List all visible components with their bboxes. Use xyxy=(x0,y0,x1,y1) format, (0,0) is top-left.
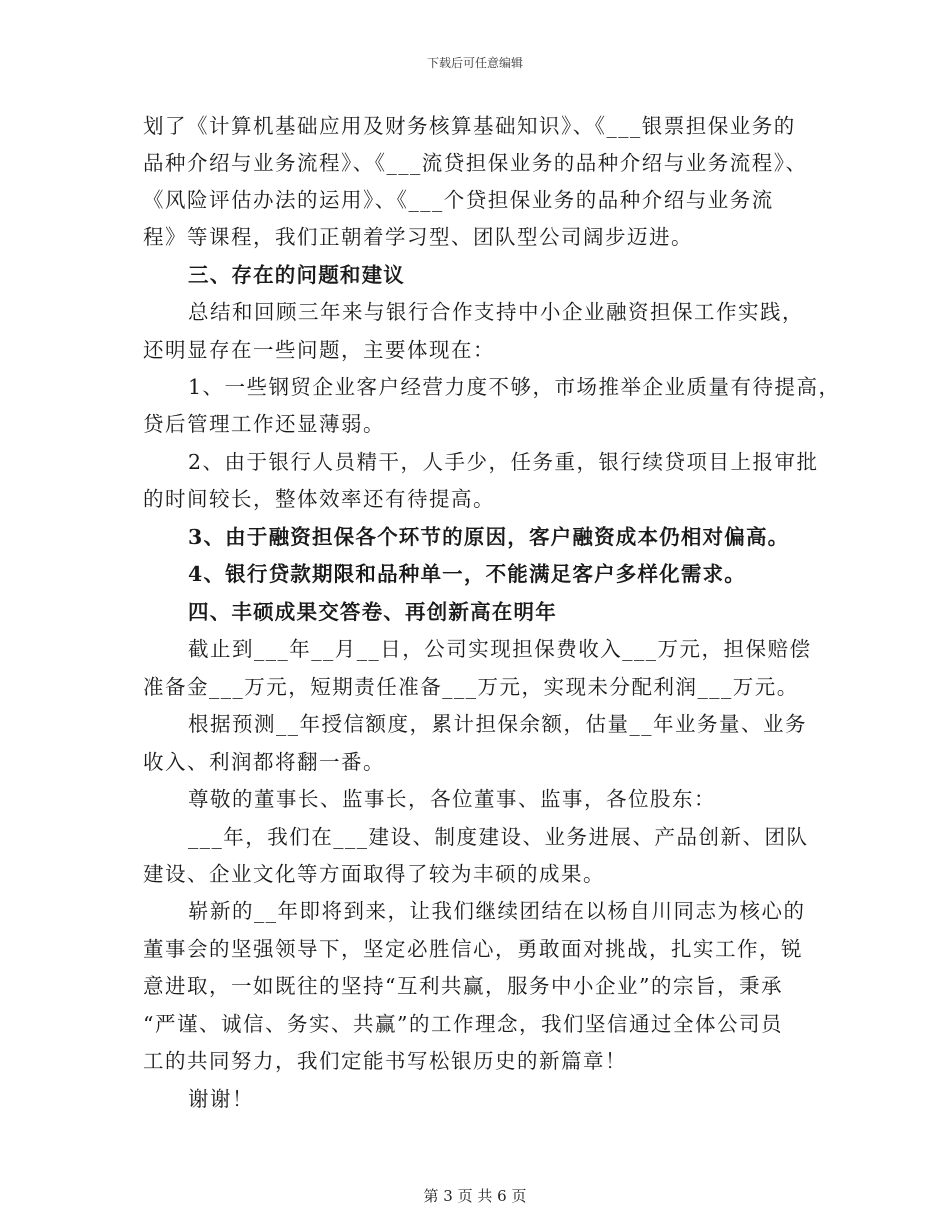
paragraph-line: 根据预测__年授信额度，累计担保余额，估量__年业务量、业务 xyxy=(188,712,807,736)
list-item: 1、一些钢贸企业客户经营力度不够，市场推举企业质量有待提高， xyxy=(188,375,841,399)
paragraph-line: ___年，我们在___建设、制度建设、业务进展、产品创新、团队 xyxy=(188,825,809,849)
paragraph-line: 尊敬的董事长、监事长，各位董事、监事，各位股东： xyxy=(188,787,716,811)
section-heading: 四、丰硕成果交答卷、再创新高在明年 xyxy=(188,600,557,624)
page-header: 下载后可任意编辑 xyxy=(426,56,523,70)
paragraph-line: 划了《计算机基础应用及财务核算基础知识》、《___银票担保业务的 xyxy=(143,114,796,138)
list-item-bold: 3、由于融资担保各个环节的原因，客户融资成本仍相对偏高。 xyxy=(188,525,790,549)
paragraph-line: 意进取，一如既往的坚持“互利共赢，服务中小企业”的宗旨，秉承 xyxy=(143,974,783,998)
paragraph-line: 品种介绍与业务流程》、《___流贷担保业务的品种介绍与业务流程》、 xyxy=(143,151,808,175)
paragraph-line: 工的共同努力，我们定能书写松银历史的新篇章！ xyxy=(143,1049,627,1073)
paragraph-line: 的时间较长，整体效率还有待提高。 xyxy=(143,487,495,511)
paragraph-line: 董事会的坚强领导下，坚定必胜信心，勇敢面对挑战，扎实工作，锐 xyxy=(143,937,803,961)
paragraph-line: 还明显存在一些问题，主要体现在： xyxy=(143,338,495,362)
paragraph-line: 总结和回顾三年来与银行合作支持中小企业融资担保工作实践， xyxy=(188,300,804,324)
paragraph-line: “严谨、诚信、务实、共赢”的工作理念，我们坚信通过全体公司员 xyxy=(143,1012,783,1036)
paragraph-line: 程》等课程，我们正朝着学习型、团队型公司阔步迈进。 xyxy=(143,225,693,249)
section-heading: 三、存在的问题和建议 xyxy=(188,263,405,287)
list-item: 2、由于银行人员精干，人手少，任务重，银行续贷项目上报审批 xyxy=(188,450,819,474)
paragraph-line: 崭新的__年即将到来，让我们继续团结在以杨自川同志为核心的 xyxy=(188,899,806,923)
paragraph-line: 收入、利润都将翻一番。 xyxy=(143,750,385,774)
paragraph-line: 准备金___万元，短期责任准备___万元，实现未分配利润___万元。 xyxy=(143,675,799,699)
paragraph-line: 截止到___年__月__日，公司实现担保费收入___万元，担保赔偿 xyxy=(188,637,812,661)
paragraph-line: 《风险评估办法的运用》、《___个贷担保业务的品种介绍与业务流 xyxy=(143,188,774,212)
paragraph-line: 建设、企业文化等方面取得了较为丰硕的成果。 xyxy=(143,862,605,886)
paragraph-line: 贷后管理工作还显薄弱。 xyxy=(143,412,385,436)
page-footer: 第 3 页 共 6 页 xyxy=(423,1187,527,1205)
closing-line: 谢谢！ xyxy=(188,1087,254,1111)
list-item-bold: 4、银行贷款期限和品种单一，不能满足客户多样化需求。 xyxy=(188,562,746,586)
